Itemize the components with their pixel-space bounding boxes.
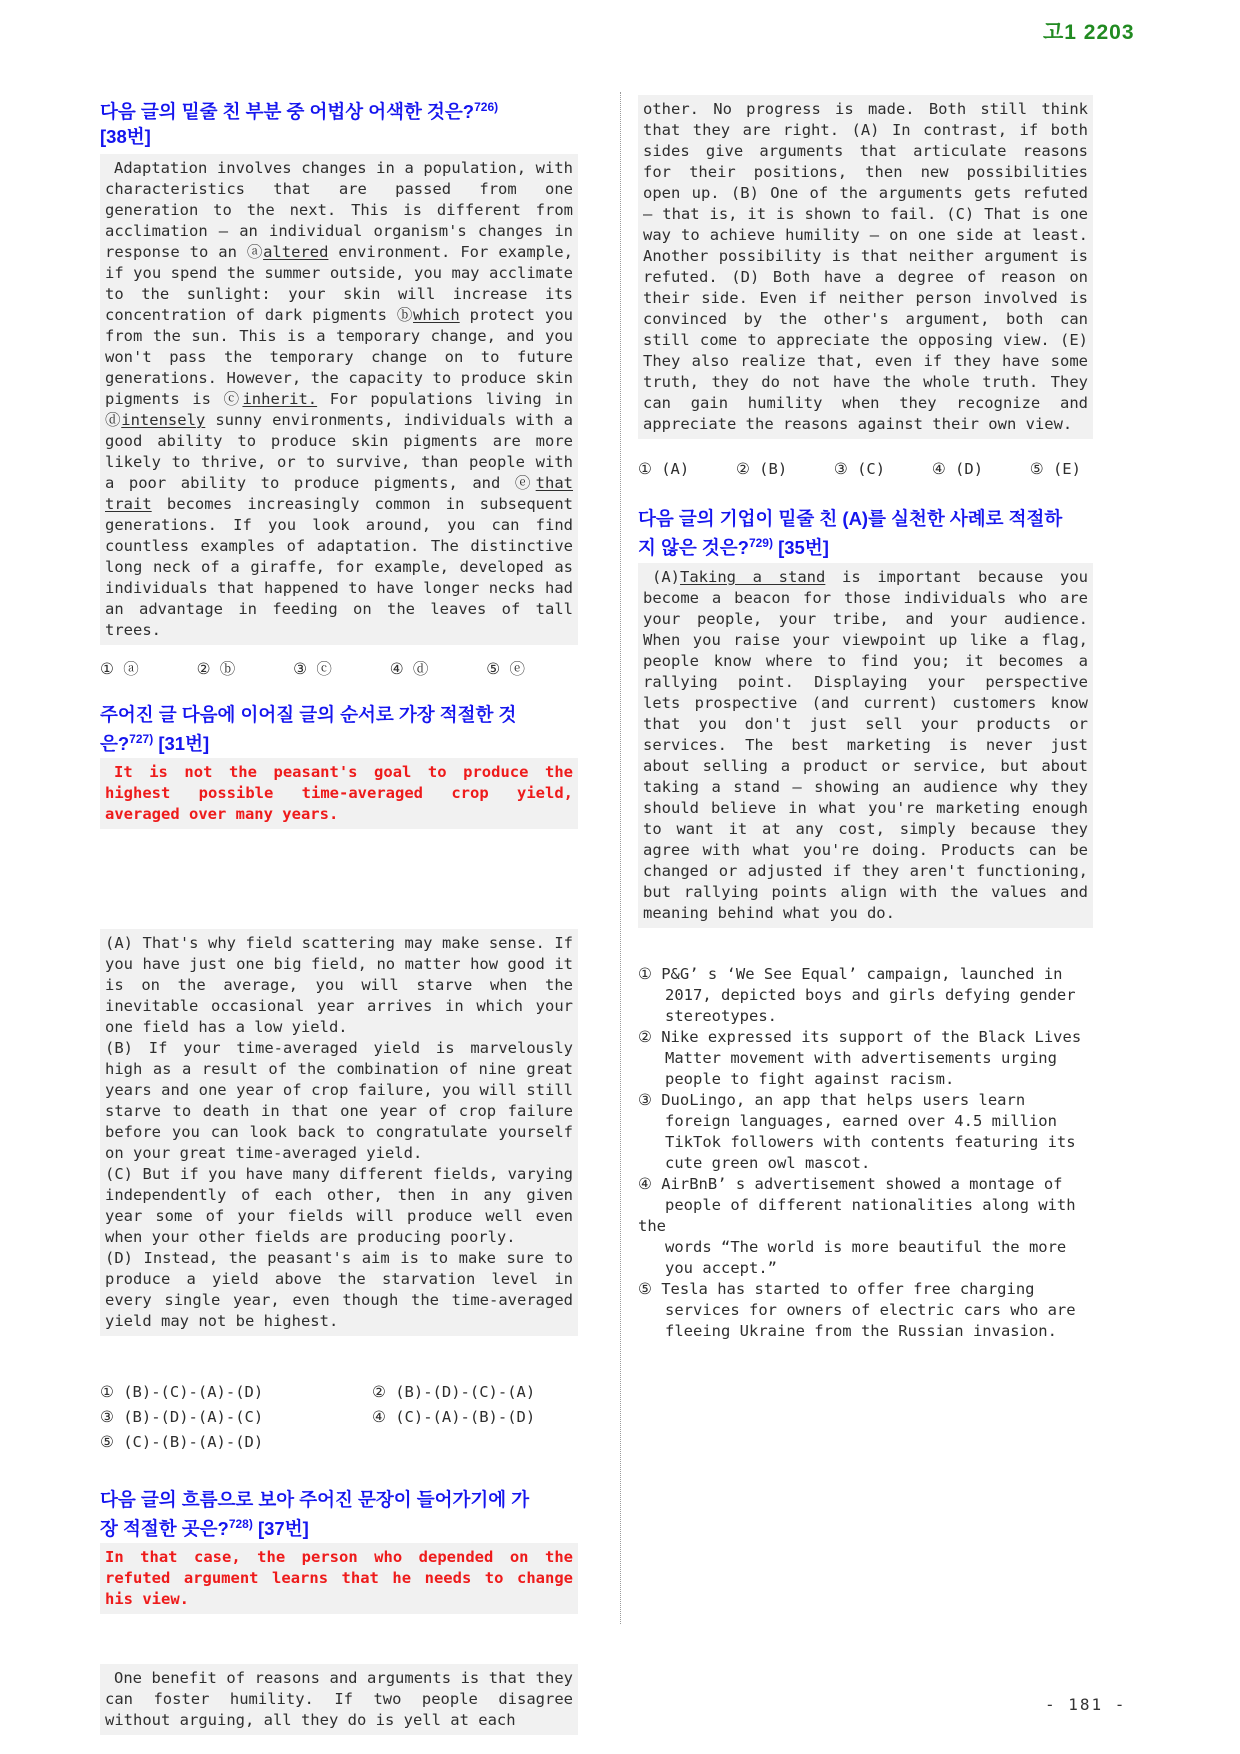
- question-728-choices: [638, 459, 1081, 480]
- question-729-choices: [638, 964, 1093, 1342]
- choice-1: ① (B)-(C)-(A)-(D): [100, 1383, 264, 1402]
- question-727-paragraphs-box: (A) That's why field scattering may make sense. If you have just one big field, no matter how good it is on the average, you will starve when the inevitable occasional year arrives in which your one field has a low yield. (B) If your time-averaged yield is marvelously high as a result of the combination of nine great years and one year of crop failure, you will still starve to death in that one year of crop failure before you can look back to congratulate yourself on your great time-averaged yield. (C) But if you have many different fields, varying independently of each other, then in any given year some of your fields will produce well even when your other fields are producing poorly. (D) Instead, the peasant's aim is to make sure to produce a yield above the starvation level in every single year, even though the time-averaged yield may not be highest.: [100, 929, 578, 1336]
- question-727-title: 주어진 글 다음에 이어질 글의 순서로 가장 적절한 것 은?$^{727)}$ [31번]: [100, 704, 517, 755]
- choice-2: ② (B)-(D)-(C)-(A): [372, 1383, 536, 1402]
- choice-1: ① (A): [638, 460, 690, 478]
- choice-3: ③ (B)-(D)-(A)-(C): [100, 1408, 264, 1427]
- choice-4: ④ ⓓ: [389, 660, 429, 679]
- choice-2: ② Nike expressed its support of the Black Lives Matter movement with advertisements urging people to fight against racism.: [638, 1028, 1082, 1089]
- choice-1: ① P&G’ s ‘We See Equal’ campaign, launched in 2017, depicted boys and girls defying gender stereotypes.: [638, 965, 1076, 1026]
- choice-5: ⑤ ⓔ: [486, 660, 525, 679]
- question-728-given-sentence-box: In that case, the person who depended on the refuted argument learns that he needs to change his view.: [100, 1543, 578, 1614]
- choice-5: ⑤ (C)-(B)-(A)-(D): [100, 1433, 264, 1452]
- right-column: [638, 95, 1093, 1342]
- choice-5: ⑤ (E): [1029, 460, 1081, 478]
- choice-3: ③ (C): [833, 460, 886, 478]
- question-728-passage-box-continued: other. No progress is made. Both still think that they are right. (A) In contrast, if both sides give arguments that articulate reasons for their positions, then new possibilities open up. (B) One of the arguments gets refuted — that is, it is shown to fail. (C) That is one way to achieve humility — on one side at least. Another possibility is that neither argument is refuted. (D) Both have a degree of reason on their side. Even if neither person involved is convinced by the other's argument, both can still come to appreciate the opposing view. (E) They also realize that, even if they have some truth, they do not have the whole truth. They can gain humility when they recognize and appreciate the reasons against their own view.: [638, 95, 1093, 439]
- question-727-given-sentence-box: It is not the peasant's goal to produce the highest possible time-averaged crop yield, averaged over many years.: [100, 758, 578, 829]
- choice-4: ④ (D): [931, 460, 984, 478]
- choice-1: ① ⓐ: [100, 660, 139, 679]
- choice-3: ③ ⓒ: [293, 660, 332, 679]
- question-728-title: 다음 글의 흐름으로 보아 주어진 문장이 들어가기에 가 장 적절한 곳은?$^{728)}$ [37번]: [100, 1489, 530, 1540]
- question-728-passage-box-left: One benefit of reasons and arguments is that they can foster humility. If two people disagree without arguing, all they do is yell at each: [100, 1664, 578, 1735]
- choice-5: ⑤ Tesla has started to offer free charging services for owners of electric cars who are fleeing Ukraine from the Russian invasion.: [638, 1280, 1076, 1341]
- choice-3: ③ DuoLingo, an app that helps users learn foreign languages, earned over 4.5 million TikTok followers with contents featuring its cute green owl mascot.: [638, 1091, 1076, 1173]
- choice-2: ② (B): [735, 460, 788, 478]
- question-729-title: 다음 글의 기업이 밑줄 친 (A)를 실천한 사례로 적절하 지 않은 것은?$^{729)}$ [35번]: [638, 508, 1063, 559]
- question-726-passage-box: Adaptation involves changes in a population, with characteristics that are passed from one generation to the next. This is different from acclimation — an individual organism's changes in response to an ⓐaltered environment. For example, if you spend the summer outside, you may acclimate to the sunlight: your skin will increase its concentration of dark pigments ⓑwhich protect you from the sun. This is a temporary change, and you won't pass the temporary change on to future generations. However, the capacity to produce skin pigments is ⓒinherit. For populations living in ⓓintensely sunny environments, individuals with a good ability to produce skin pigments are more likely to thrive, or to survive, than people with a poor ability to produce pigments, and ⓔthat trait becomes increasingly common in subsequent generations. If you look around, you can find countless examples of adaptation. The distinctive long neck of a giraffe, for example, developed as individuals that happened to have longer necks had an advantage in feeding on the leaves of tall trees.: [100, 154, 578, 645]
- exam-corner-tag: 고1 2203: [1043, 21, 1135, 44]
- question-726-choices: [100, 659, 525, 680]
- choice-4: ④ AirBnB’ s advertisement showed a montage of people of different nationalities along with the words “The world is more beautiful the more you accept.”: [638, 1175, 1076, 1278]
- column-divider: [620, 92, 621, 1624]
- page-number: - 181 -: [1045, 1695, 1127, 1714]
- question-729-passage-box: (A)Taking a stand is important because you become a beacon for those individuals who are your people, your tribe, and your audience. When you raise your viewpoint up like a flag, people know where to find you; it becomes a rallying point. Displaying your perspective lets prospective (and current) customers know that you don't just sell your products or services. The best marketing is never just about selling a product or service, but about taking a stand — showing an audience why they should believe in what you're marketing enough to want it at any cost, simply because they agree with what you're doing. Products can be changed or adjusted if they aren't functioning, but rallying points align with the values and meaning behind what you do.: [638, 563, 1093, 928]
- choice-4: ④ (C)-(A)-(B)-(D): [372, 1408, 536, 1427]
- question-727-choices: [100, 1380, 578, 1455]
- question-726-title: 다음 글의 밑줄 친 부분 중 어법상 어색한 것은?$^{726)}$ [38번]: [100, 100, 499, 148]
- choice-2: ② ⓑ: [196, 660, 236, 679]
- left-column: [100, 95, 578, 1735]
